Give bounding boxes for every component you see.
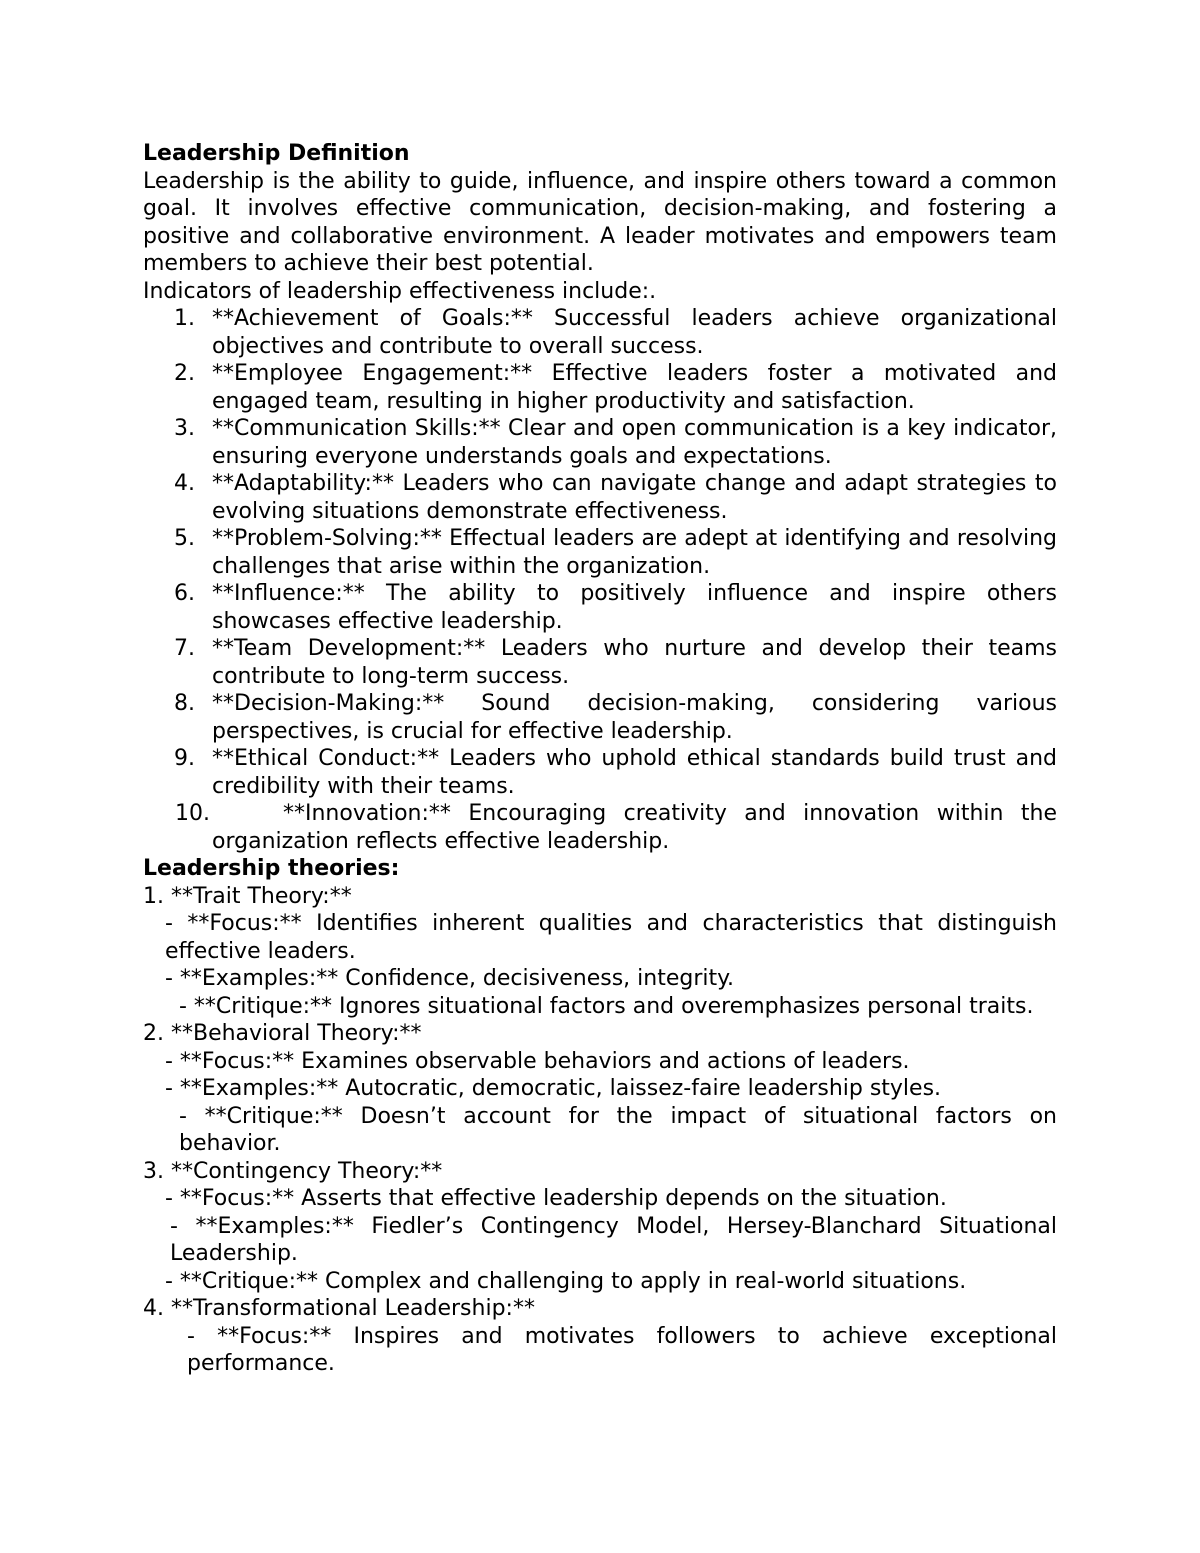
theory-critique: - **Critique:** Complex and challenging to apply in real-world situations. [165, 1268, 967, 1294]
definition-paragraph: Leadership is the ability to guide, influence, and inspire others toward a common goal. It involves effective communication, decision-making, and fostering a positive and collaborative environment. A leader motivates and empowers team members to achieve their best potential. [143, 168, 1057, 276]
list-item-number: 4. [174, 471, 195, 496]
list-item [143, 525, 1057, 580]
list-item-number: 8. [174, 691, 195, 716]
list-item-number: 2. [174, 361, 195, 386]
document-page [143, 140, 1057, 1378]
list-item-text: **Influence:** The ability to positively influence and inspire others showcases effective leadership. [212, 581, 1057, 634]
section-heading-theories: Leadership theories: [143, 856, 400, 881]
theory-focus: - **Focus:** Asserts that effective leadership depends on the situation. [165, 1186, 947, 1211]
list-item-number: 7. [174, 636, 195, 661]
list-item [143, 800, 1057, 855]
list-item [143, 635, 1057, 690]
list-item-number: 9. [174, 746, 195, 771]
theory-title: 1. **Trait Theory:** [143, 883, 352, 909]
theory-title: 2. **Behavioral Theory:** [143, 1021, 422, 1046]
indicators-intro: Indicators of leadership effectiveness include:. [143, 278, 657, 304]
list-item-text: **Achievement of Goals:** Successful leaders achieve organizational objectives and contribute to overall success. [212, 306, 1057, 359]
list-item-number: 6. [174, 581, 195, 606]
theory-focus: - **Focus:** Examines observable behaviors and actions of leaders. [165, 1048, 910, 1074]
indicators-list [143, 305, 1057, 855]
list-item-number: 3. [174, 416, 195, 441]
list-item-text: **Innovation:** Encouraging creativity and innovation within the organization reflects effective leadership. [212, 801, 1057, 854]
list-item-text-wrap [212, 800, 1057, 855]
list-item-number: 5. [174, 526, 195, 551]
list-item-number: 10. [175, 801, 210, 826]
list-item [143, 580, 1057, 635]
theory-focus: - **Focus:** Inspires and motivates followers to achieve exceptional performance. [187, 1323, 1057, 1376]
list-item-text: **Problem-Solving:** Effectual leaders are adept at identifying and resolving challenges that arise within the organization. [212, 526, 1057, 579]
list-item [143, 470, 1057, 525]
theory-title: 3. **Contingency Theory:** [143, 1158, 443, 1184]
theory-critique: - **Critique:** Ignores situational factors and overemphasizes personal traits. [179, 993, 1034, 1019]
theory-examples: - **Examples:** Autocratic, democratic, laissez-faire leadership styles. [165, 1076, 942, 1101]
list-item-text: **Communication Skills:** Clear and open communication is a key indicator, ensuring everyone understands goals and expectations. [212, 416, 1057, 469]
list-item [143, 360, 1057, 415]
list-item [143, 305, 1057, 360]
theory-examples: - **Examples:** Fiedler’s Contingency Model, Hersey-Blanchard Situational Leadership. [170, 1213, 1057, 1266]
list-item-text: **Adaptability:** Leaders who can navigate change and adapt strategies to evolving situations demonstrate effectiveness. [212, 471, 1057, 524]
list-item-text: **Ethical Conduct:** Leaders who uphold ethical standards build trust and credibility with their teams. [212, 746, 1057, 799]
section-heading-definition: Leadership Definition [143, 141, 410, 166]
list-item [143, 415, 1057, 470]
theory-examples: - **Examples:** Confidence, decisiveness, integrity. [165, 966, 734, 991]
list-item-number: 1. [174, 306, 195, 331]
list-item-text: **Decision-Making:** Sound decision-making, considering various perspectives, is crucial for effective leadership. [212, 691, 1057, 744]
theory-critique: - **Critique:** Doesn’t account for the impact of situational factors on behavior. [179, 1103, 1057, 1156]
list-item [143, 745, 1057, 800]
list-item-text: **Employee Engagement:** Effective leaders foster a motivated and engaged team, resulting in higher productivity and satisfaction. [212, 361, 1057, 414]
theory-focus: - **Focus:** Identifies inherent qualities and characteristics that distinguish effective leaders. [165, 911, 1057, 964]
theory-title: 4. **Transformational Leadership:** [143, 1296, 535, 1321]
list-item [143, 690, 1057, 745]
list-item-text: **Team Development:** Leaders who nurture and develop their teams contribute to long-term success. [212, 636, 1057, 689]
